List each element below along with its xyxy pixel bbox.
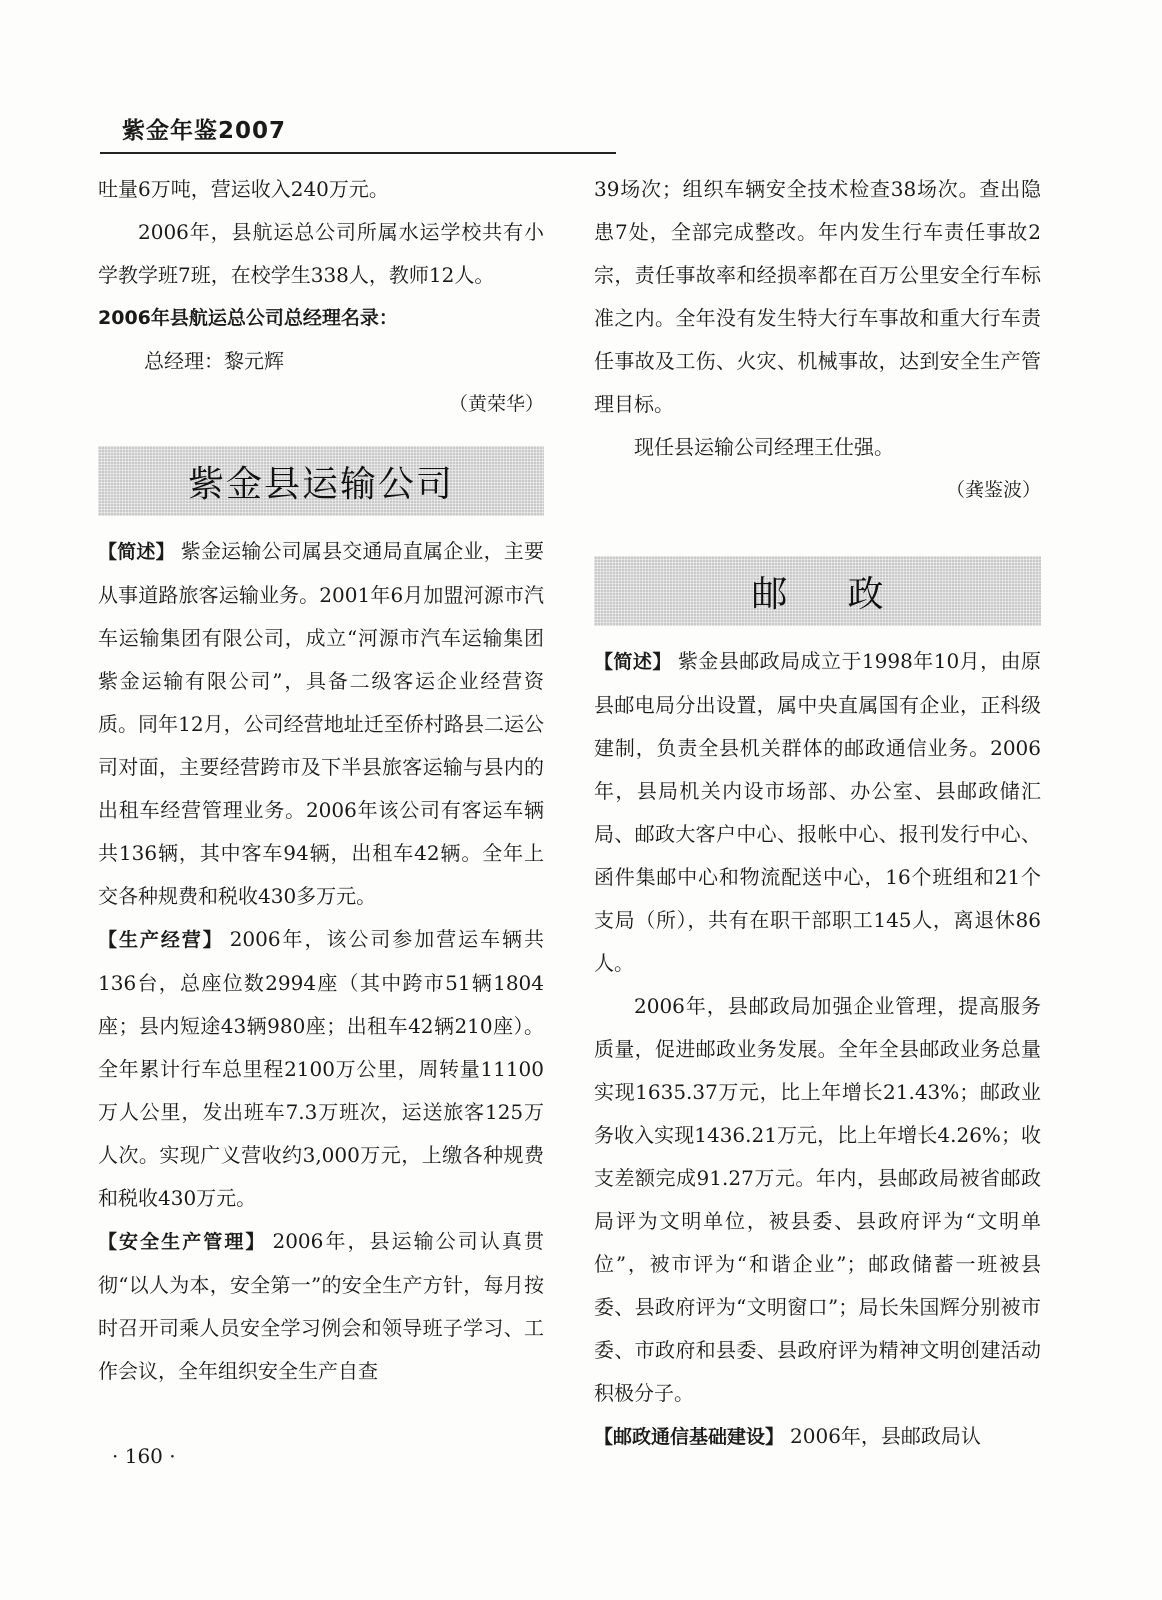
subsection-tag: 【简述】 xyxy=(98,541,175,563)
paragraph xyxy=(98,1220,544,1393)
subsection-tag: 【安全生产管理】 xyxy=(98,1231,267,1253)
author-signature: （黄荣华） xyxy=(448,393,544,415)
paragraph-text: 2006年，县运输公司认真贯彻“以人为本，安全第一”的安全生产方针，每月按时召开司乘人员安全学习例会和领导班子学习、工作会议，全年组织安全生产自查 xyxy=(98,1229,544,1383)
section-banner xyxy=(98,446,544,516)
paragraph-text: 2006年，该公司参加营运车辆共136台，总座位数2994座（其中跨市51辆1804座；县内短途43辆980座；出租车42辆210座）。全年累计行车总里程2100万公里，周转量11100万人公里，发出班车7.3万班次，运送旅客125万人次。实现广义营收约3,000万元，上缴各种规费和税收430万元。 xyxy=(98,927,544,1210)
roster-title: 2006年县航运总公司总经理名录： xyxy=(98,307,398,329)
right-column xyxy=(594,168,1041,1459)
paragraph: 2006年，县邮政局加强企业管理，提高服务质量，促进邮政业务发展。全年全县邮政业务总量实现1635.37万元，比上年增长21.43%；邮政业务收入实现1436.21万元，比上年增长4.26%；收支差额完成91.27万元。年内，县邮政局被省邮政局评为文明单位，被县委、县政府评为“文明单位”，被市评为“和谐企业”；邮政储蓄一班被县委、县政府评为“文明窗口”；局长朱国辉分别被市委、市政府和县委、县政府评为精神文明创建活动积极分子。 xyxy=(594,994,1041,1405)
paragraph xyxy=(98,530,544,918)
paragraph: 现任县运输公司经理王仕强。 xyxy=(634,435,894,459)
section-banner xyxy=(594,556,1041,626)
paragraph-text: 紫金运输公司属县交通局直属企业，主要从事道路旅客运输业务。2001年6月加盟河源市汽车运输集团有限公司，成立“河源市汽车运输集团紫金运输有限公司”，具备二级客运企业经营资质。同年12月，公司经营地址迁至侨村路县二运公司对面，主要经营跨市及下半县旅客运输与县内的出租车经营管理业务。2006年该公司有客运车辆共136辆，其中客车94辆，出租车42辆。全年上交各种规费和税收430多万元。 xyxy=(98,539,544,908)
paragraph: 吐量6万吨，营运收入240万元。 xyxy=(98,177,389,201)
section-title: 邮政 xyxy=(751,573,944,615)
subsection-tag: 【生产经营】 xyxy=(98,929,224,951)
roster-line: 总经理：黎元辉 xyxy=(144,349,284,373)
running-head: 紫金年鉴2007 xyxy=(122,118,287,144)
author-signature: （龚鉴波） xyxy=(945,479,1041,501)
paragraph xyxy=(98,918,544,1220)
paragraph-text: 2006年，县邮政局认 xyxy=(790,1424,981,1448)
header-rule xyxy=(100,152,616,154)
paragraph: 39场次；组织车辆安全技术检查38场次。查出隐患7处，全部完成整改。年内发生行车责任事故2宗，责任事故率和经损率都在百万公里安全行车标准之内。全年没有发生特大行车事故和重大行车责任事故及工伤、火灾、机械事故，达到安全生产管理目标。 xyxy=(594,177,1041,416)
section-title: 紫金县运输公司 xyxy=(187,463,454,505)
left-column xyxy=(98,168,544,1393)
paragraph xyxy=(594,1415,1041,1459)
page-number: · 160 · xyxy=(112,1444,176,1468)
paragraph: 2006年，县航运总公司所属水运学校共有小学教学班7班，在校学生338人，教师12人。 xyxy=(98,220,544,287)
subsection-tag: 【邮政通信基础建设】 xyxy=(594,1426,785,1448)
subsection-tag: 【简述】 xyxy=(594,651,672,673)
paragraph-text: 紫金县邮政局成立于1998年10月，由原县邮电局分出设置，属中央直属国有企业，正科级建制，负责全县机关群体的邮政通信业务。2006年，县局机关内设市场部、办公室、县邮政储汇局、邮政大客户中心、报帐中心、报刊发行中心、函件集邮中心和物流配送中心，16个班组和21个支局（所），共有在职干部职工145人，离退休86人。 xyxy=(594,649,1041,975)
paragraph xyxy=(594,640,1041,985)
